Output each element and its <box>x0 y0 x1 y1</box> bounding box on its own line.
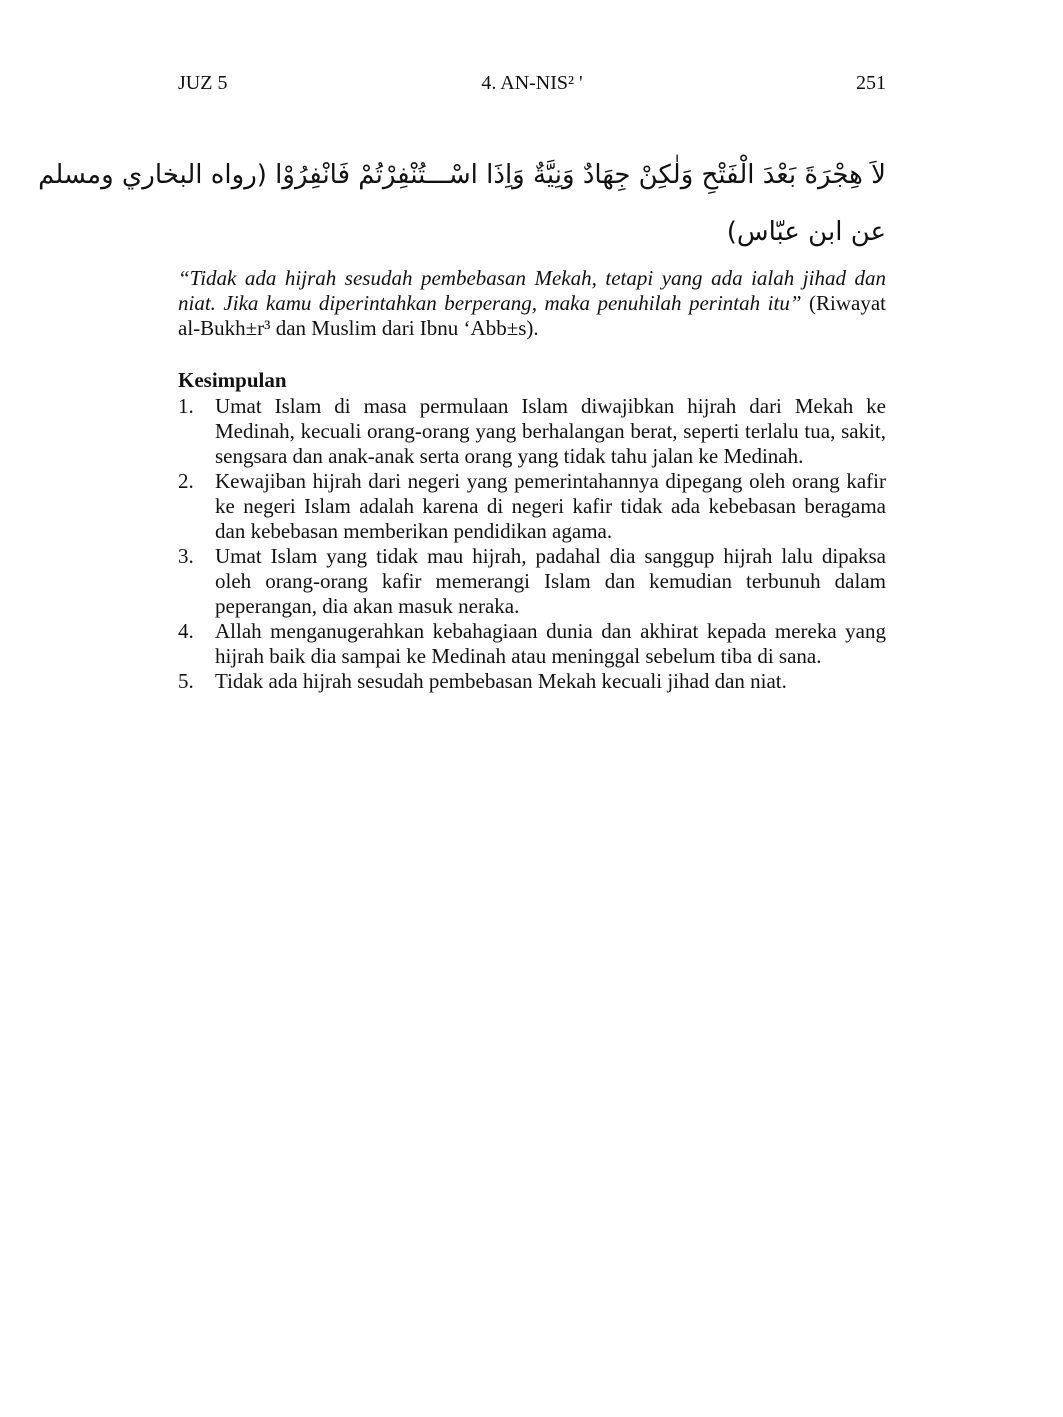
conclusion-item <box>178 619 886 669</box>
surah-title: 4. AN-NIS² ' <box>481 72 583 94</box>
translation-source: (Riwayat al-Bukh±r³ dan Muslim dari Ibnu ‘Abb±s). <box>178 291 887 340</box>
conclusion-item <box>178 469 886 544</box>
item-text: Umat Islam yang tidak mau hijrah, padahal dia sanggup hijrah lalu dipaksa oleh orang-orang kafir memerangi Islam dan kemudian terbunuh dalam peperangan, dia akan masuk neraka. <box>215 544 886 618</box>
item-text: Allah menganugerahkan kebahagiaan dunia dan akhirat kepada mereka yang hijrah baik dia sampai ke Medinah atau meninggal sebelum tiba di sana. <box>215 619 886 668</box>
conclusion-item <box>178 669 886 694</box>
arabic-hadith-line-2: عن ابن عبّاس) <box>726 217 886 247</box>
juz-label: JUZ 5 <box>178 72 228 94</box>
item-number: 2. <box>178 469 194 493</box>
conclusion-list <box>178 394 886 694</box>
item-number: 5. <box>178 669 194 693</box>
item-text: Kewajiban hijrah dari negeri yang pemerintahannya dipegang oleh orang kafir ke negeri Islam adalah karena di negeri kafir tidak ada kebebasan beragama dan kebebasan memberikan pendidikan agama. <box>215 469 886 543</box>
conclusion-item <box>178 394 886 469</box>
item-text: Umat Islam di masa permulaan Islam diwajibkan hijrah dari Mekah ke Medinah, kecuali orang-orang yang berhalangan berat, seperti terlalu tua, sakit, sengsara dan anak-anak serta orang yang tidak tahu jalan ke Medinah. <box>215 394 886 468</box>
item-number: 3. <box>178 544 194 568</box>
hadith-translation <box>178 266 886 341</box>
item-number: 4. <box>178 619 194 643</box>
item-number: 1. <box>178 394 194 418</box>
conclusion-item <box>178 544 886 619</box>
arabic-hadith-line-1: لاَ هِجْرَةَ بَعْدَ الْفَتْحِ وَلٰكِنْ جِهَادٌ وَنِيَّةٌ وَاِذَا اسْـــتُنْفِرْتُمْ فَانْفِرُوْا (رواه البخاري ومسلم <box>38 160 886 190</box>
section-title-kesimpulan: Kesimpulan <box>178 368 287 392</box>
page-number: 251 <box>856 72 886 94</box>
page-header <box>178 72 886 102</box>
translation-quote: “Tidak ada hijrah sesudah pembebasan Mekah, tetapi yang ada ialah jihad dan niat. Jika kamu diperintahkan berperang, maka penuhilah perintah itu” <box>178 266 886 315</box>
item-text: Tidak ada hijrah sesudah pembebasan Mekah kecuali jihad dan niat. <box>215 669 787 693</box>
